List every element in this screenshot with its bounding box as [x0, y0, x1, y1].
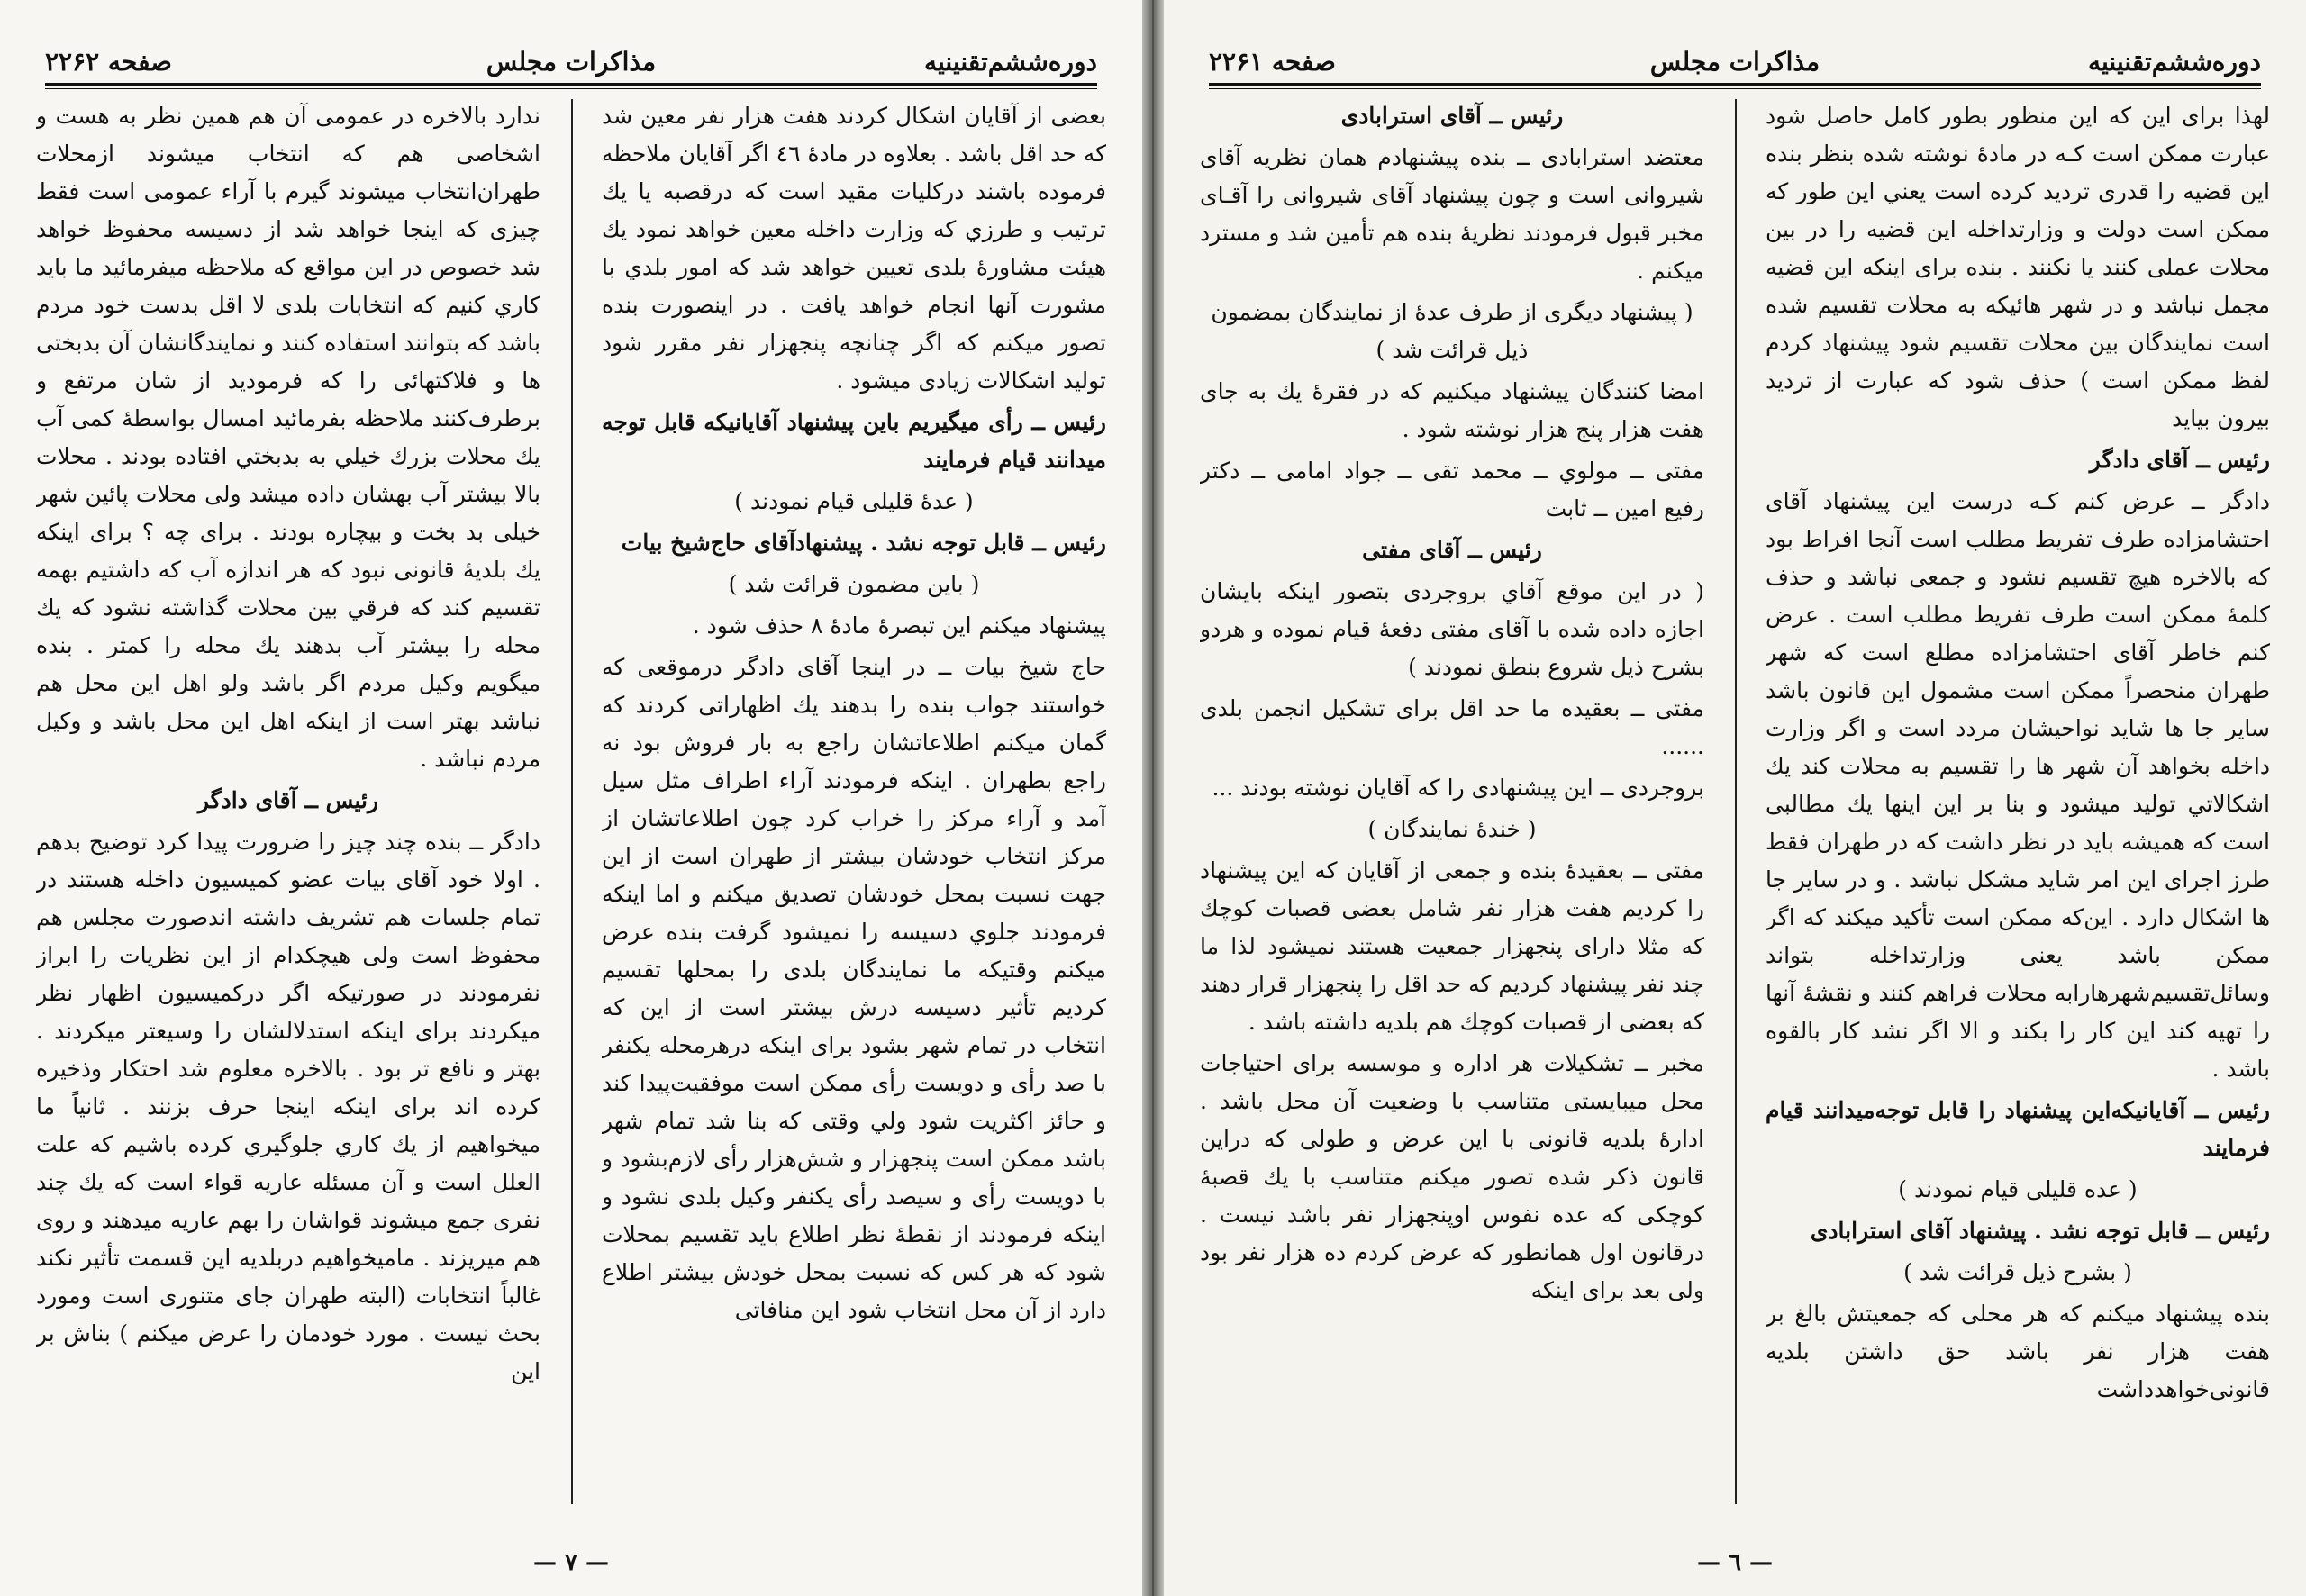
paragraph: ( باین مضمون قرائت شد )	[728, 571, 980, 597]
paragraph: مفتی ــ مولوي ــ محمد تقی ــ جواد امامی ــ دکتر رفیع امین ــ ثابت	[1200, 458, 1704, 521]
paragraph: پیشنهاد میکنم این تبصرهٔ مادهٔ ۸ حذف شود .	[692, 612, 1106, 639]
paragraph: رئیس ــ قابل توجه نشد . پیشنهادآقای حاج‌شیخ بیات	[621, 530, 1106, 556]
paragraph: رئیس ــ رأی میگیریم باین پیشنهاد آقایانیکه قابل توجه میدانند قیام فرمایند	[602, 409, 1106, 473]
text-column-right	[1766, 97, 2270, 1511]
header-page-number: صفحه ۲۲۶۲	[45, 47, 172, 77]
paragraph: ( عده قلیلی قیام نمودند )	[1898, 1176, 2138, 1202]
paragraph: ( بشرح ذیل قرائت شد )	[1903, 1259, 2132, 1285]
header-page-number: صفحه ۲۲۶۱	[1209, 47, 1336, 77]
paragraph: مخبر ــ تشکیلات هر اداره و موسسه برای احتیاجات محل میبایستی متناسب با وضعیت آن محل باشد . ادارهٔ بلدیه قانونی با این عرض و طولی که دراین قانون ذکر شده تصور میکنم متناسب با یك قصبهٔ کوچکی که عده نفوس اوپنجهزار نفر باشد نیست . درقانون اول همانطور که عرض کردم ده هزار نفر بود ولی بعد برای اینکه	[1200, 1050, 1704, 1303]
paragraph: لهذا برای این که این منظور بطور کامل حاصل شود عبارت ممکن است کـه در مادهٔ نوشته شده بنظر بنده این قضیه را قدری تردید کرده است یعني این طور که ممکن است دولت و وزارتداخله این قضیه را در بین محلات عملی کنند یا نکنند . بنده برای اینکه این قضیه مجمل نباشد و در شهر هائیکه به محلات تقسیم شده است نمایندگان بین محلات تقسیم شود پیشنهاد کردم لفظ ممکن است ) حذف شود که عبارت از تردید بیرون بیاید	[1766, 103, 2270, 431]
paragraph: ( پیشنهاد دیگری از طرف عدهٔ از نمایندگان بمضمون ذیل قرائت شد )	[1211, 299, 1693, 363]
header-title: مذاکرات مجلس	[486, 47, 657, 77]
paragraph: مفتی ــ بعقیدهٔ بنده و جمعی از آقایان که این پیشنهاد را کردیم هفت هزار نفر شامل بعضی قصبات کوچك که مثلا دارای پنجهزار جمعیت هستند نمیشود لذا ما چند نفر پیشنهاد کردیم که حد اقل را پنجهزار قرار دهند که بعضی از قصبات کوچك هم بلدیه داشته باشد .	[1200, 857, 1704, 1035]
header-session: دوره‌ششم‌تقنینیه	[923, 47, 1097, 77]
header-rule	[1209, 83, 2261, 89]
paragraph: بروجردی ــ این پیشنهادی را که آقایان نوشته بودند ...	[1212, 775, 1704, 801]
page-header	[36, 41, 1106, 81]
column-rule	[1735, 99, 1737, 1504]
header-rule	[45, 83, 1097, 89]
paragraph: رئیس ــ آقایانیکه‌این پیشنهاد را قابل توجه‌میدانند قیام فرمایند	[1766, 1097, 2270, 1161]
paragraph: رئیس ــ قابل توجه نشد . پیشنهاد آقای استرابادی	[1810, 1218, 2270, 1244]
paragraph: ( عدهٔ قلیلی قیام نمودند )	[734, 488, 974, 514]
paragraph: حاج شیخ بیات ــ در اینجا آقای دادگر درموقعی که خواستند جواب بنده را بدهند یك اظهاراتی کردند که گمان میکنم اطلاعاتشان راجع به بار فروش بود نه راجع بطهران . اینکه فرمودند آراء اطراف مثل سیل آمد و آراء مرکز را خراب کرد چون اطلاعاتشان از مرکز انتخاب خودشان بیشتر از طهران است از این جهت نسبت بمحل خودشان تصدیق میکنم و اما اینکه فرمودند جلوي دسیسه را نمیشود گرفت بنده عرض میکنم وقتیکه ما نمایندگان بلدی را بمحلها تقسیم کردیم تأثیر دسیسه درش بیشتر است از این که انتخاب در تمام شهر بشود برای اینکه درهرمحله یکنفر با صد رأی و دویست رأی ممکن است موفقیت‌پیدا کند و حائز اکثریت شود ولي وقتی که بنا شد تمام شهر باشد ممکن است پنجهزار و شش‌هزار رأی لازم‌بشود و با دویست رأی و سیصد رأی یکنفر وکیل بلدی نشود و اینکه فرمودند از نقطهٔ نظر اطلاع باید تقسیم بمحلات شود که هر کس که نسبت بمحل خودش بیشتر اطلاع دارد از آن محل انتخاب شود این منافاتی	[602, 654, 1106, 1323]
header-session: دوره‌ششم‌تقنینیه	[2087, 47, 2261, 77]
page-footer-number: — ٧ —	[532, 1549, 610, 1576]
paragraph: ( در این موقع آقاي بروجردی بتصور اینکه بایشان اجازه داده شده با آقای مفتی دفعهٔ قیام نموده و هردو بشرح ذیل شروع بنطق نمودند )	[1200, 578, 1704, 680]
paragraph: مفتی ــ بعقیده ما حد اقل برای تشکیل انجمن بلدی ......	[1200, 695, 1704, 759]
paragraph: ( خندهٔ نمایندگان )	[1367, 816, 1537, 842]
book-gutter	[1142, 0, 1164, 1596]
paragraph: رئیس ــ آقای مفتی	[1362, 537, 1542, 563]
text-column-right	[602, 97, 1106, 1511]
paragraph: بعضی از آقایان اشکال کردند هفت هزار نفر معین شد که حد اقل باشد . بعلاوه در مادهٔ ٤٦ اگر آقایان ملاحظه فرموده باشند درکلیات مقید است که درقصبه یا یك ترتیب و طرزي که وزارت داخله معین خواهد نمود یك هیئت مشاورهٔ بلدی تعیین خواهد شد که امور بلدي با مشورت آنها انجام خواهد یافت . در اینصورت بنده تصور میکنم که اگر چنانچه پنجهزار نفر مقرر شود تولید اشکالات زیادی میشود .	[602, 103, 1106, 394]
page-header	[1200, 41, 2270, 81]
left-page	[0, 0, 1142, 1596]
text-column-left	[36, 97, 540, 1511]
paragraph: معتضد استرابادی ــ بنده پیشنهادم همان نظریه آقای شیروانی است و چون پیشنهاد آقای شیروانی را آقـای مخبر قبول فرمودند نظریهٔ بنده هم تأمین شد و مسترد میکنم .	[1200, 144, 1704, 284]
paragraph: امضا کنندگان پیشنهاد میکنیم که در فقرهٔ یك به جای هفت هزار پنج هزار نوشته شود .	[1200, 378, 1704, 442]
paragraph: ندارد بالاخره در عمومی آن هم همین نظر به هست و اشخاصی هم که انتخاب میشوند ازمحلات طهران‌انتخاب میشوند گیرم با آراء عمومی است فقط چیزی که اینجا خواهد شد از دسیسه محفوظ خواهد شد خصوص در این مواقع که ملاحظه میفرمائید ما بايد كاري كنيم كه انتخابات بلدی لا اقل بدست خود مردم باشد که بتوانند استفاده کنند و نمایندگانشان آن بدبختی ها و فلاکتهائی را که فرمودید از شان مرتفع و برطرف‌کنند ملاحظه بفرمائید امسال بواسطهٔ کمی آب یك محلات بزرك خیلي به بدبختي افتاده بودند . محلات بالا بیشتر آب بهشان داده میشد ولی محلات پائین شهر خیلی بد بخت و بیچاره بودند . برای چه ؟ برای اینکه یك بلدیهٔ قانونی نبود که هر اندازه آب که داشتیم بهمه تقسیم کند که فرقي بین محلات گذاشته نشود که یك محله را بیشتر آب بدهند یك محله را کمتر . بنده میگویم وکیل مردم اگر باشد ولو اهل این محل هم نباشد بهتر است از اینکه اهل این محل باشد و وکیل مردم نباشد .	[36, 103, 540, 772]
text-column-left	[1200, 97, 1704, 1511]
header-title: مذاکرات مجلس	[1649, 47, 1820, 77]
page-footer-number: — ٦ —	[1696, 1549, 1774, 1576]
paragraph: دادگر ــ بنده چند چیز را ضرورت پیدا کرد توضیح بدهم . اولا خود آقای بیات عضو کمیسیون داخله هستند در تمام جلسات هم تشریف داشته اندصورت مجلس هم محفوظ است ولی هیچکدام از این نظریات را ابراز نفرمودند در صورتیکه اگر درکمیسیون اظهار نظر میکردند برای اینکه استدلالشان را وسیعتر میکردند . بهتر و نافع تر بود . بالاخره معلوم شد احتکار وذخیره کرده اند برای اینکه اینجا حرف بزنند . ثانیاً ما میخواهیم از یك كاري جلوگيري کرده باشیم که علت العلل است و آن مسئله عاریه قواء است که یك چند نفری جمع میشوند قواشان را بهم عاریه میدهند و روی هم میریزند . مامیخواهیم دربلدیه این قسمت تأثیر نکند غالباً انتخابات (البته طهران جای متنوری است ومورد بحث نیست . مورد خودمان را عرض میکنم ) بناش بر این	[36, 829, 540, 1384]
paragraph: رئیس ــ آقای استرابادی	[1340, 103, 1564, 129]
paragraph: رئیس ــ آقای دادگر	[2089, 447, 2270, 473]
right-page	[1164, 0, 2306, 1596]
paragraph: بنده پیشنهاد میکنم که هر محلی که جمعیتش بالغ بر هفت هزار نفر باشد حق داشتن بلدیه قانونی‌خواهدداشت	[1766, 1301, 2270, 1402]
paragraph: دادگر ــ عرض کنم کـه درست این پیشنهاد آقای احتشامزاده طرف تفریط مطلب است آنجا افراط بود که بالاخره هیچ تقسیم نشود و جمعی نباشد و حذف کلمهٔ ممکن است طرف تفریط مطلب است . عرض کنم خاطر آقای احتشامزاده مطلع است که شهر طهران منحصراً ممکن است مشمول این قانون باشد سایر جا ها شاید نواحیشان مردد است و اگر وزارت داخله بخواهد آن شهر ها را تقسیم به محلات کند یك اشکالاتي تولید میشود و بنا بر این اینها یك مطالبی است که همیشه باید در نظر داشت که در طهران فقط طرز اجرای این امر شاید مشکل نباشد . و در سایر جا ها اشکال دارد . این‌که ممکن است تأکید میکند که اگر ممکن باشد یعنی وزارتداخله بتواند وسائل‌تقسیم‌شهرهارابه محلات فراهم کنند و نقشهٔ آنها را تهیه کند این کار را بکند و الا اگر نشد کار بالقوه باشد .	[1766, 488, 2270, 1082]
paragraph: رئیس ــ آقای دادگر	[197, 787, 379, 813]
column-rule	[571, 99, 573, 1504]
